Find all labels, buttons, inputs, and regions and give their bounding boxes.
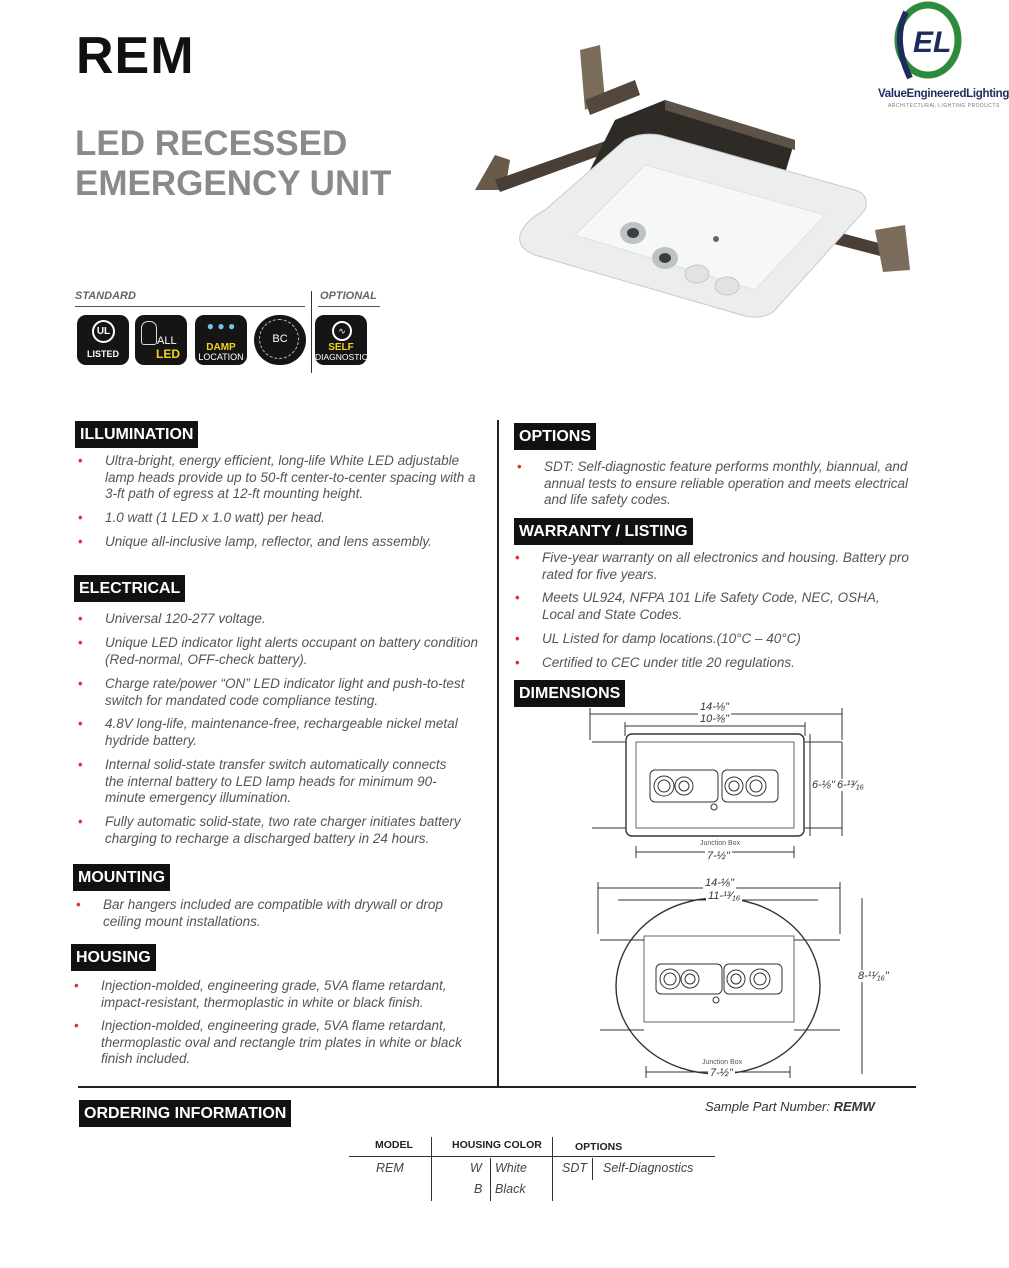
rectangle-trim-drawing [580,700,880,870]
table-header-rule [349,1156,715,1157]
table-subcol-divider [490,1158,491,1201]
ul-listed-label: LISTED [86,349,119,359]
ordering-heading: ORDERING INFORMATION [79,1100,291,1127]
rect-junction-width: 7-½" [707,850,730,862]
table-subcol-divider [592,1158,593,1180]
dimensions-heading: DIMENSIONS [514,680,625,707]
badge-self-diagnostic [315,315,367,365]
column-model: MODEL [375,1139,413,1151]
warranty-item: • Meets UL924, NFPA 101 Life Safety Code, NEC, OSHA, Local and State Codes. [515,590,880,622]
housing-heading: HOUSING [71,944,156,971]
option-code: SDT [562,1161,587,1175]
section-divider [78,1086,916,1088]
sample-part-number [705,1099,875,1114]
electrical-item: • Fully automatic solid-state, two rate charger initiates battery charging to recharge a discharged battery in 24 hours. [78,814,461,846]
sample-part-value: REMW [833,1099,875,1114]
product-photo [465,40,925,320]
rect-junction-label: Junction Box [700,840,741,847]
rect-height-b: 6-¹³⁄₁₆ [837,779,864,791]
warranty-heading: WARRANTY / LISTING [514,518,693,545]
table-model-value: REM [376,1161,404,1175]
column-housing-color: HOUSING COLOR [452,1139,542,1151]
column-divider [497,420,499,1088]
standard-label: STANDARD [75,290,136,302]
self-label: SELF [328,342,354,353]
housing-item: • Injection-molded, engineering grade, 5VA flame retardant, impact-resistant, thermoplastic in white or black finish. [74,978,447,1010]
oval-junction-width: 7-½" [710,1067,733,1079]
badge-ul-listed [77,315,129,365]
option-name: Self-Diagnostics [603,1161,694,1175]
ul-listed-icon: UL [92,320,115,343]
electrical-item: • Internal solid-state transfer switch automatically connects the internal battery to LED lamp heads for minimum 90-minute emergency illumination. [78,757,447,805]
optional-label: OPTIONAL [320,290,377,302]
subtitle-line-2: EMERGENCY UNIT [75,164,392,203]
product-subtitle [75,124,391,204]
all-led-label-2: LED [156,347,180,361]
badge-all-led [135,315,187,365]
options-heading: OPTIONS [514,423,596,450]
rect-height-a: 6-⅛" [812,779,835,791]
diagnostic-label: DIAGNOSTIC [315,352,368,362]
brand-name: ValueEngineeredLighting [878,88,1009,100]
optional-divider [318,306,380,307]
badge-california-energy [254,315,306,365]
warranty-item: • UL Listed for damp locations.(10°C – 40°C) [515,631,801,646]
oval-overall-width: 14-⅛" [705,877,734,889]
damp-label: DAMP [206,342,236,353]
color-code: B [474,1182,483,1196]
all-led-label-1: ALL [157,335,177,347]
color-name: White [495,1161,527,1175]
illumination-item: • 1.0 watt (1 LED x 1.0 watt) per head. [78,510,325,525]
all-led-icon [141,321,157,345]
table-col-divider [431,1137,432,1201]
logo-monogram: EL [913,26,952,59]
electrical-item: • Charge rate/power “ON” LED indicator light and push-to-test switch for mandated code compliance testing. [78,676,465,708]
rect-inner-width: 10-⅜" [700,713,729,725]
column-options: OPTIONS [575,1141,623,1153]
bc-label: BC [272,333,288,345]
model-title: REM [76,27,195,85]
recessed-unit-image [465,40,925,320]
illumination-heading: ILLUMINATION [75,421,198,448]
warranty-item: • Certified to CEC under title 20 regulations. [515,655,795,670]
options-item: • SDT: Self-diagnostic feature performs monthly, biannual, and annual tests to ensure reliable operation and meets electrical and life safety codes. [517,459,908,507]
damp-location-icon: ● ● ● [206,319,236,333]
badge-damp-location [195,315,247,365]
oval-trim-diagram [590,874,890,1084]
sample-part-label: Sample Part Number: [705,1099,834,1114]
illumination-item: • Unique all-inclusive lamp, reflector, and lens assembly. [78,534,432,549]
table-col-divider [552,1137,553,1201]
mounting-heading: MOUNTING [73,864,170,891]
electrical-heading: ELECTRICAL [74,575,185,602]
standard-divider [75,306,305,307]
housing-item: • Injection-molded, engineering grade, 5VA flame retardant, thermoplastic oval and rectangle trim plates in white or black finish included. [74,1018,462,1066]
oval-height: 8-¹¹⁄₁₆" [858,970,889,982]
electrical-item: • Universal 120-277 voltage. [78,611,266,626]
subtitle-line-1: LED RECESSED [75,124,348,163]
self-diagnostic-icon: ∿ [332,321,352,341]
location-label: LOCATION [198,352,244,362]
illumination-item: • Ultra-bright, energy efficient, long-life White LED adjustable lamp heads provide up to 50-ft center-to-center spacing with a 3-ft path of egress at 12-ft mounting height. [78,453,476,501]
mounting-item: • Bar hangers included are compatible with drywall or drop ceiling mount installations. [76,897,443,929]
color-code: W [470,1161,482,1175]
brand-tagline: ARCHITECTURAL LIGHTING PRODUCTS [888,103,1000,109]
rect-overall-width: 14-⅛" [700,701,729,713]
oval-inner-width: 11-¹³⁄₁₆ [708,890,741,902]
electrical-item: • Unique LED indicator light alerts occupant on battery condition (Red-normal, OFF-check battery). [78,635,478,667]
electrical-item: • 4.8V long-life, maintenance-free, rechargeable nickel metal hydride battery. [78,716,458,748]
color-name: Black [495,1182,526,1196]
oval-junction-label: Junction Box [702,1059,743,1066]
cert-vertical-divider [311,291,312,373]
oval-trim-drawing [590,874,890,1084]
warranty-item: • Five-year warranty on all electronics and housing. Battery pro rated for five years. [515,550,909,582]
